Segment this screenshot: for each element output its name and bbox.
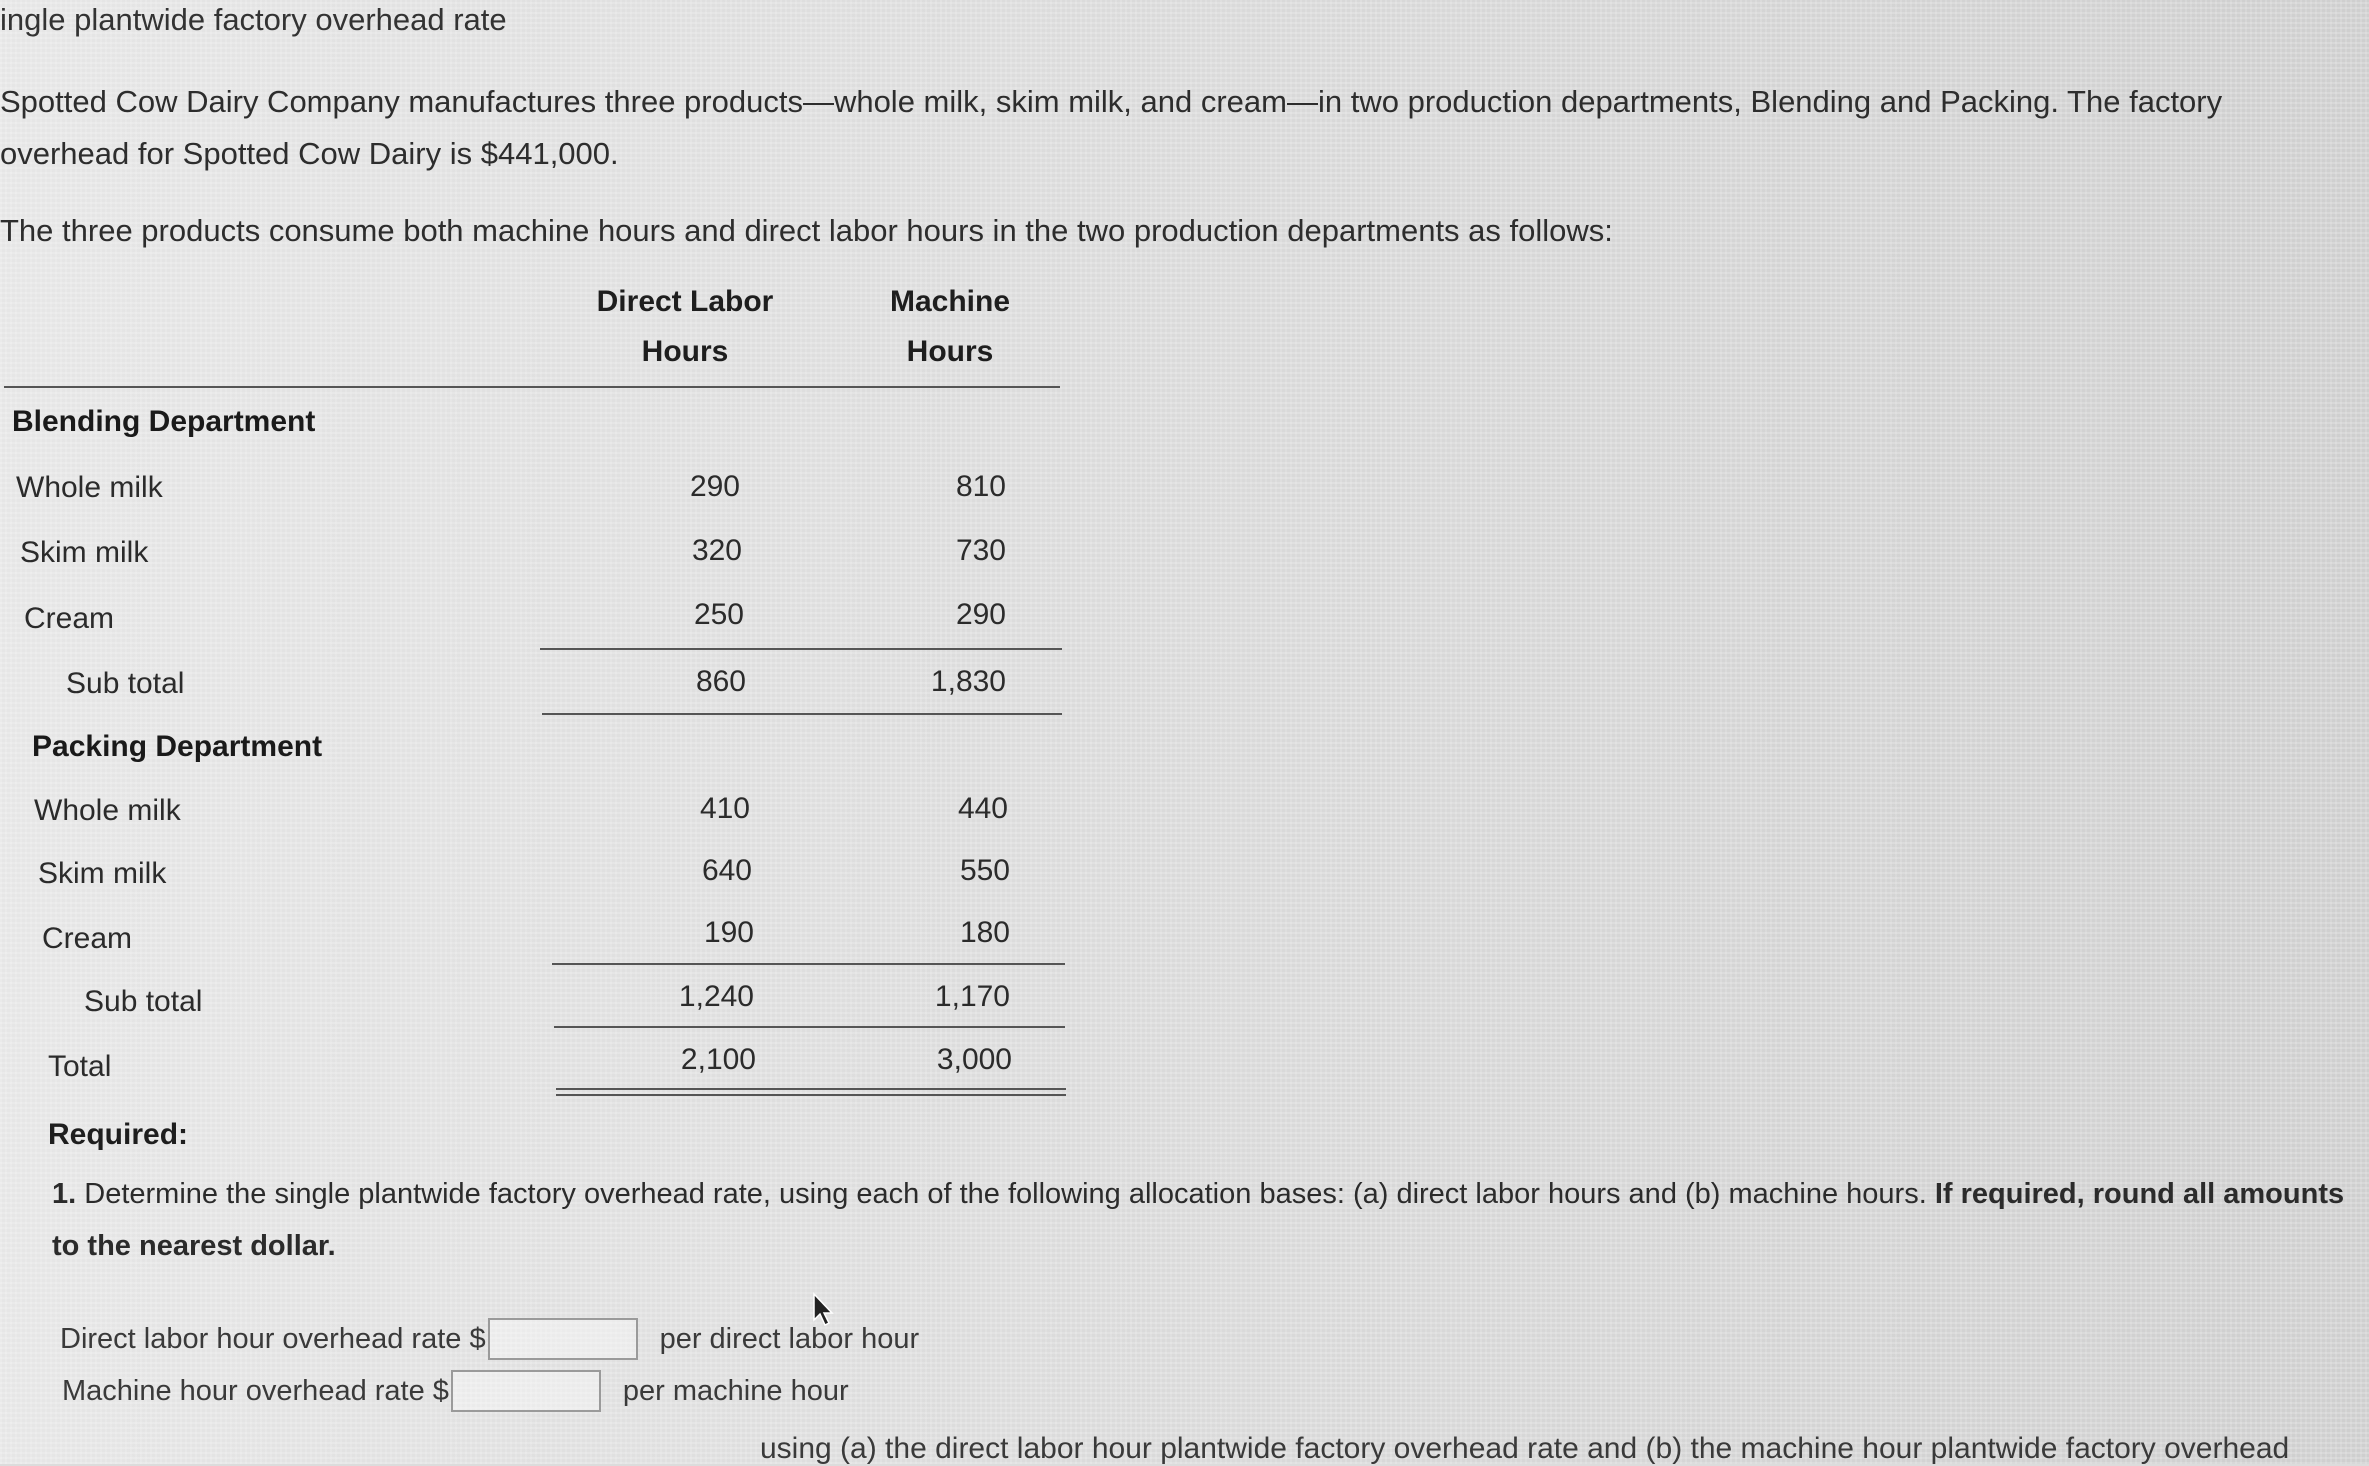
mh-rate-input[interactable] — [451, 1370, 601, 1412]
subtotal-rule — [542, 713, 1062, 715]
table-cell-dl: 410 — [699, 792, 750, 825]
blending-subtotal-mh: 1,830 — [930, 665, 1006, 698]
subtotal-rule — [554, 1026, 1065, 1028]
dl-rate-label: Direct labor hour overhead rate $ — [60, 1322, 486, 1355]
blending-subtotal-dl: 860 — [695, 665, 746, 698]
table-cell-dl: 640 — [701, 854, 752, 887]
total-mh: 3,000 — [936, 1043, 1012, 1076]
packing-subtotal-label: Sub total — [84, 985, 203, 1018]
total-double-rule — [556, 1094, 1066, 1096]
question-number: 1. — [52, 1178, 77, 1210]
subtotal-rule — [552, 963, 1065, 965]
question-1 — [52, 1168, 2352, 1272]
column-header-line: Hours — [641, 335, 729, 368]
packing-subtotal-dl: 1,240 — [678, 980, 754, 1013]
column-header-machine-hours — [830, 277, 1070, 377]
table-cell-dl: 250 — [693, 598, 744, 631]
page-title: ingle plantwide factory overhead rate — [0, 2, 507, 37]
column-header-direct-labor-hours — [560, 277, 810, 377]
question-text: Determine the single plantwide factory overhead rate, using each of the following allocation bases: (a) direct labor hours and (b) machine hours. — [84, 1178, 1927, 1210]
packing-subtotal-mh: 1,170 — [934, 980, 1010, 1013]
problem-intro — [0, 76, 2222, 180]
table-cell-dl: 190 — [703, 916, 754, 949]
blending-department-title: Blending Department — [12, 405, 316, 438]
table-row-label: Whole milk — [16, 471, 163, 504]
table-row-label: Skim milk — [20, 536, 149, 569]
dl-rate-answer-row — [60, 1318, 919, 1360]
intro-line-1: Spotted Cow Dairy Company manufactures three products—whole milk, skim milk, and cream—in two production departments, Blending and Packing. The factory — [0, 84, 2223, 119]
table-cell-mh: 180 — [959, 916, 1010, 949]
table-row-label: Skim milk — [38, 857, 167, 890]
rounding-instruction: If required, round all amounts to the nearest dollar. — [52, 1178, 2345, 1262]
column-header-line: Direct Labor — [596, 285, 774, 318]
total-dl: 2,100 — [680, 1043, 756, 1076]
table-cell-mh: 730 — [955, 534, 1006, 567]
table-cell-mh: 290 — [955, 598, 1006, 631]
subtotal-rule — [540, 648, 1062, 650]
mh-rate-answer-row — [62, 1370, 849, 1412]
total-label: Total — [48, 1050, 112, 1083]
dl-rate-input[interactable] — [488, 1318, 638, 1360]
table-row-label: Cream — [42, 922, 133, 955]
table-cell-dl: 290 — [689, 470, 740, 503]
cutoff-question-text: using (a) the direct labor hour plantwide factory overhead rate and (b) the machine hour plantwide factory overhead — [760, 1432, 2290, 1465]
mh-rate-unit: per machine hour — [622, 1374, 849, 1407]
table-cell-mh: 550 — [959, 854, 1010, 887]
total-double-rule — [556, 1088, 1066, 1090]
intro-line-2: overhead for Spotted Cow Dairy is $441,000. — [0, 136, 619, 171]
mh-rate-label: Machine hour overhead rate $ — [62, 1374, 449, 1407]
table-intro: The three products consume both machine hours and direct labor hours in the two production departments as follows: — [0, 213, 1613, 248]
blending-subtotal-label: Sub total — [66, 667, 185, 700]
table-cell-mh: 810 — [955, 470, 1006, 503]
header-divider — [4, 386, 1060, 388]
column-header-line: Hours — [906, 335, 994, 368]
table-row-label: Whole milk — [34, 794, 181, 827]
column-header-line: Machine — [889, 285, 1011, 318]
dl-rate-unit: per direct labor hour — [659, 1322, 920, 1355]
required-heading: Required: — [48, 1118, 189, 1151]
mouse-pointer-icon — [812, 1292, 836, 1328]
table-cell-dl: 320 — [691, 534, 742, 567]
table-cell-mh: 440 — [957, 792, 1008, 825]
table-row-label: Cream — [24, 602, 115, 635]
packing-department-title: Packing Department — [32, 730, 323, 763]
